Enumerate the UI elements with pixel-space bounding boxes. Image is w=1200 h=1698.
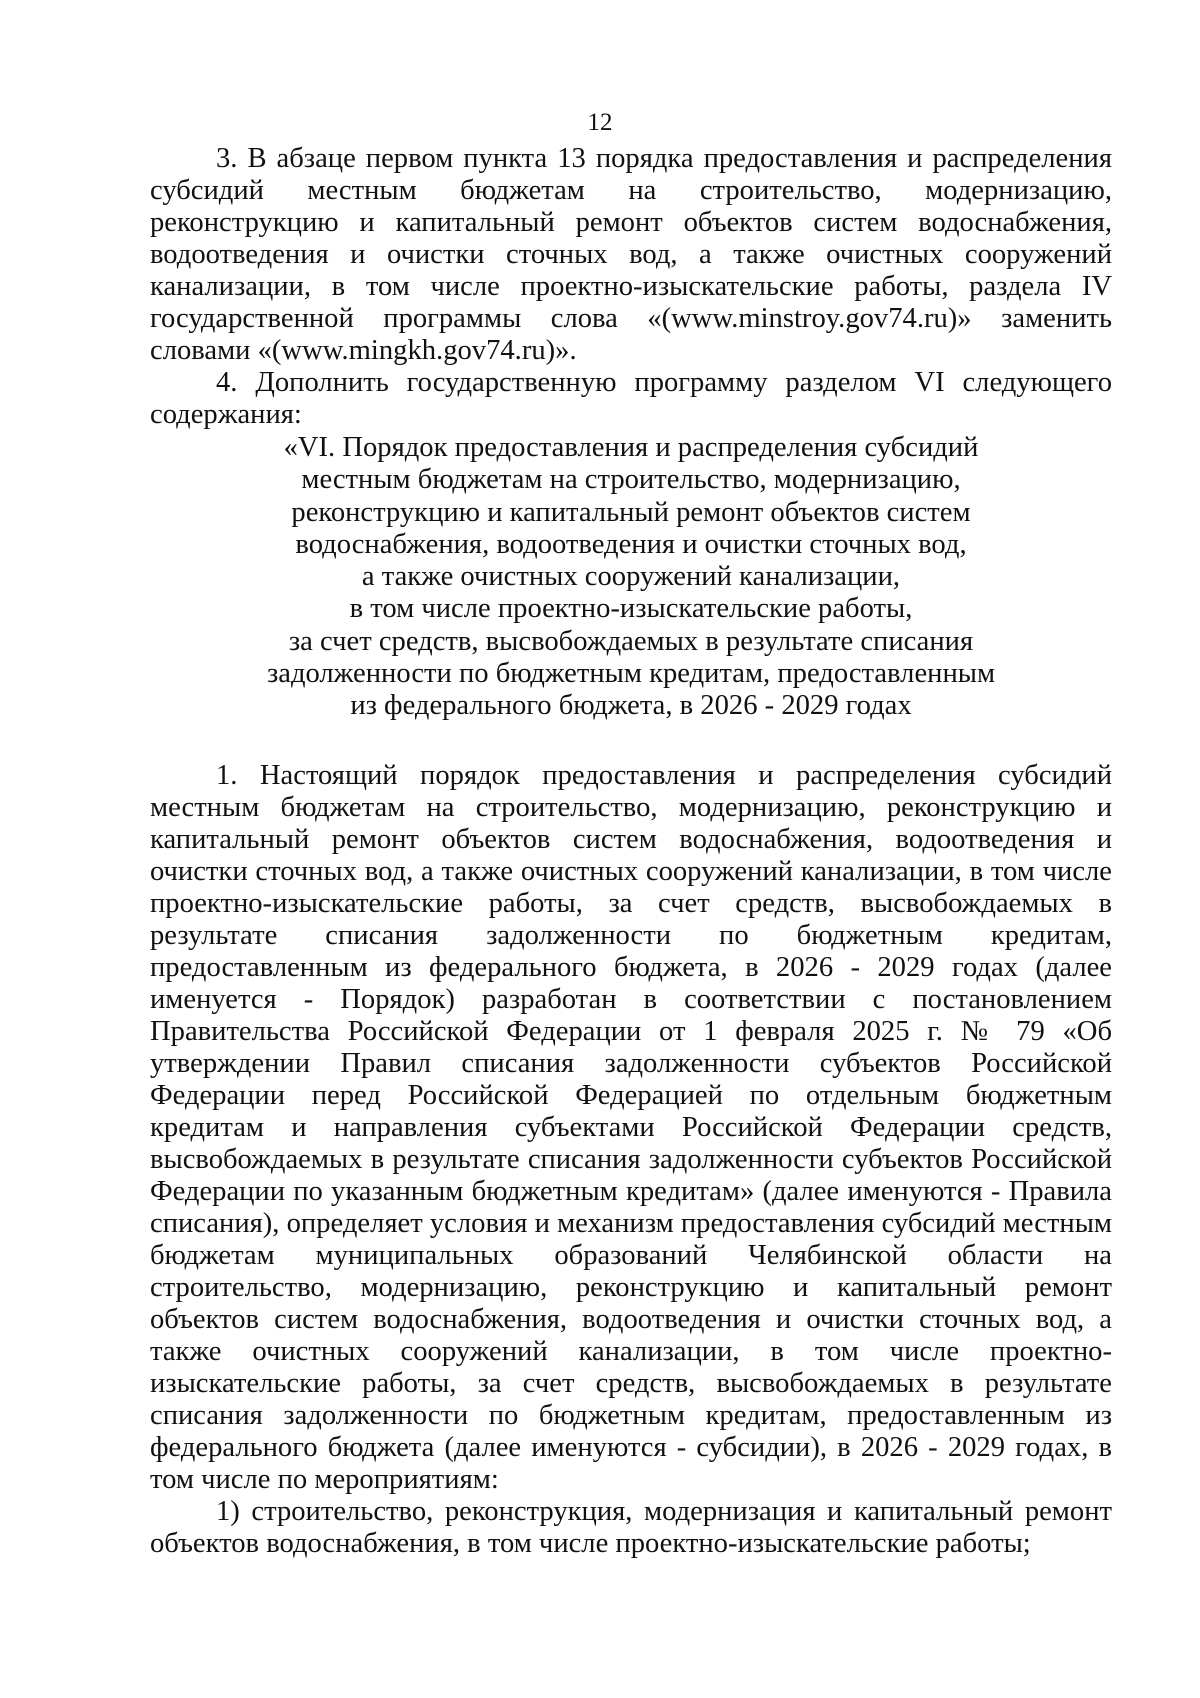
section-heading-line: местным бюджетам на строительство, модернизацию, <box>301 464 961 496</box>
section-heading-line: а также очистных сооружений канализации, <box>361 561 901 593</box>
paragraph-3: 3. В абзаце первом пункта 13 порядка предоставления и распределения субсидий местным бюджетам на строительство, модернизацию, реконструкцию и капитальный ремонт объектов систем водоснабжения, водоотведения и очистки сточных вод, а также очистных сооружений канализации, в том числе проектно-изыскательские работы, раздела IV государственной программы слова «(www.minstroy.gov74.ru)» заменить словами «(www.mingkh.gov74.ru)». <box>150 143 1112 366</box>
section-heading <box>150 432 1112 723</box>
section-paragraph-1: 1. Настоящий порядок предоставления и распределения субсидий местным бюджетам на строительство, модернизацию, реконструкцию и капитальный ремонт объектов систем водоснабжения, водоотведения и очистки сточных вод, а также очистных сооружений канализации, в том числе проектно-изыскательские работы, за счет средств, высвобождаемых в результате списания задолженности по бюджетным кредитам, предоставленным из федерального бюджета, в 2026 - 2029 годах (далее именуется - Порядок) разработан в соответствии с постановлением Правительства Российской Федерации от 1 февраля 2025 г. № 79 «Об утверждении Правил списания задолженности субъектов Российской Федерации перед Российской Федерацией по отдельным бюджетным кредитам и направления субъектами Российской Федерации средств, высвобождаемых в результате списания задолженности субъектов Российской Федерации по указанным бюджетным кредитам» (далее именуются - Правила списания), определяет условия и механизм предоставления субсидий местным бюджетам муниципальных образований Челябинской области на строительство, модернизацию, реконструкцию и капитальный ремонт объектов систем водоснабжения, водоотведения и очистки сточных вод, а также очистных сооружений канализации, в том числе проектно-изыскательские работы, за счет средств, высвобождаемых в результате списания задолженности по бюджетным кредитам, предоставленным из федерального бюджета (далее именуются - субсидии), в 2026 - 2029 годах, в том числе по мероприятиям: <box>150 760 1112 1495</box>
amendment-paragraphs <box>150 143 1112 431</box>
paragraph-4: 4. Дополнить государственную программу разделом VI следующего содержания: <box>150 367 1112 430</box>
section-subitem-1: 1) строительство, реконструкция, модернизация и капитальный ремонт объектов водоснабжения, в том числе проектно-изыскательские работы; <box>150 1496 1112 1559</box>
section-heading-line: в том числе проектно-изыскательские работы, <box>349 593 913 625</box>
page-number: 12 <box>587 109 613 136</box>
section-heading-line: задолженности по бюджетным кредитам, предоставленным <box>266 658 996 690</box>
section-heading-line: из федерального бюджета, в 2026 - 2029 годах <box>350 690 912 722</box>
section-heading-line: «VI. Порядок предоставления и распределения субсидий <box>283 432 979 463</box>
section-heading-line: за счет средств, высвобождаемых в результате списания <box>288 625 974 657</box>
section-body <box>150 760 1112 1560</box>
section-heading-line: водоснабжения, водоотведения и очистки сточных вод, <box>295 528 967 560</box>
section-heading-line: реконструкцию и капитальный ремонт объектов систем <box>291 496 971 528</box>
